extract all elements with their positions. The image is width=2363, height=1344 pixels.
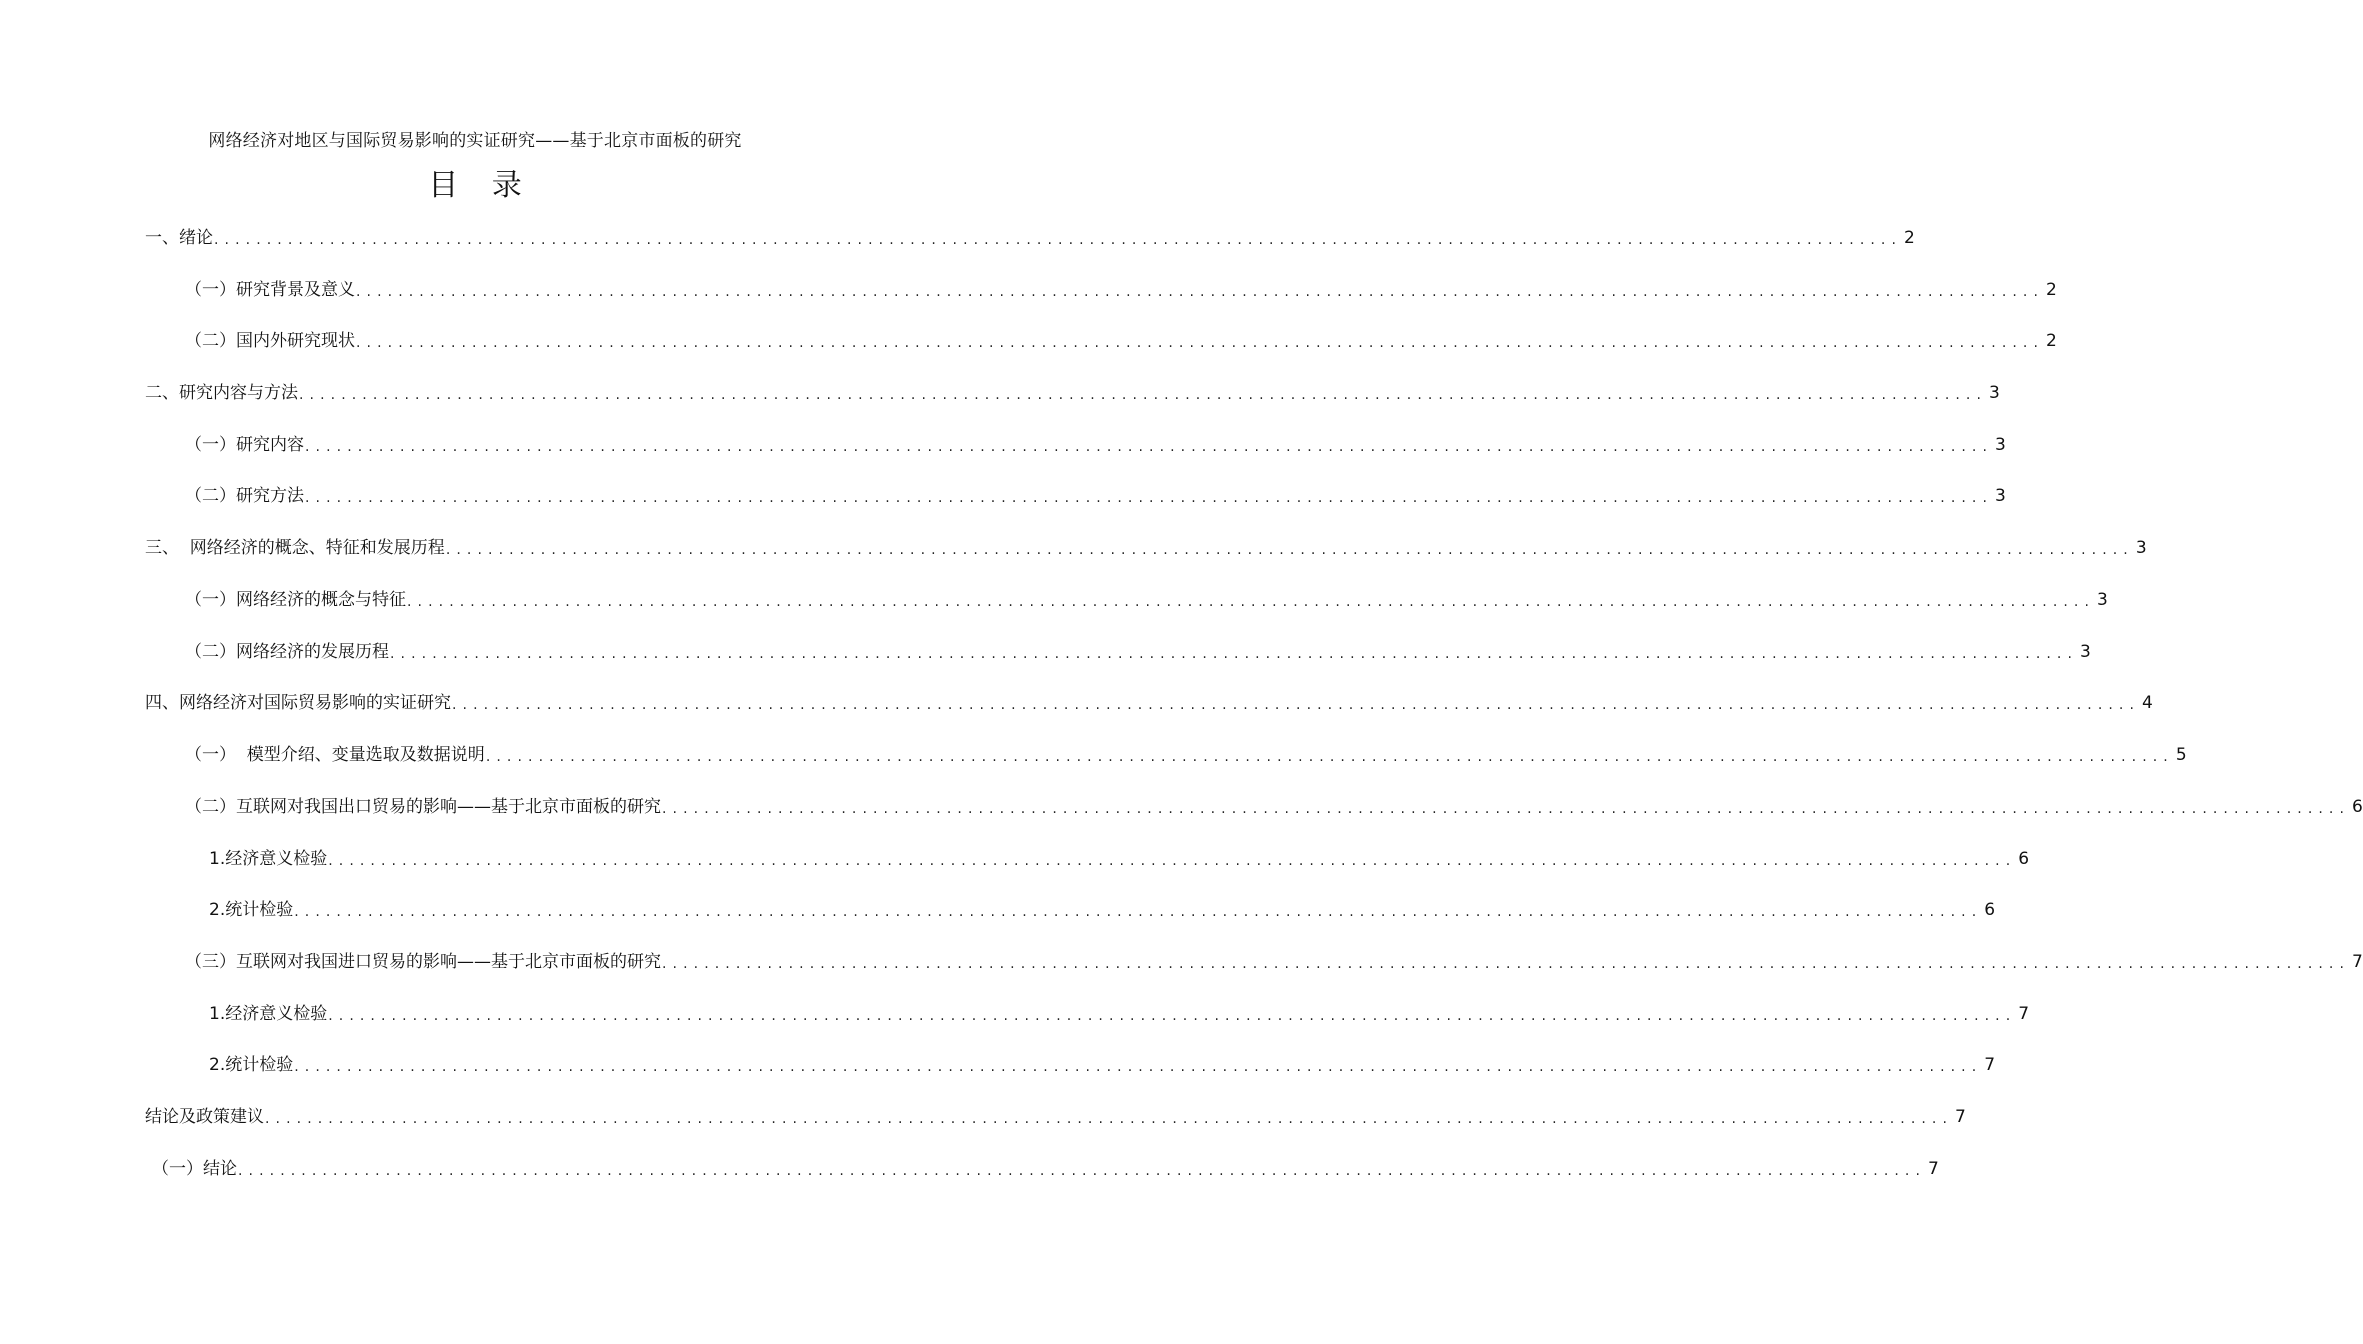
toc-entry-page: 7 <box>1928 1159 1939 1179</box>
dot-leader: ................................................................................................................................................................ <box>445 542 2134 558</box>
dot-leader: ................................................................................................................................................................ <box>356 284 2045 300</box>
toc-entry[interactable] <box>145 1102 1966 1132</box>
toc-entry-label: 1.经济意义检验 <box>209 1004 328 1024</box>
dot-leader: ................................................................................................................................................................ <box>294 904 1983 920</box>
toc-entry[interactable] <box>185 637 2091 667</box>
toc-entry-page: 3 <box>2135 538 2147 558</box>
dot-leader: ................................................................................................................................................................ <box>407 594 2096 610</box>
toc-entry-page: 3 <box>2097 590 2108 610</box>
document-title: 网络经济对地区与国际贸易影响的实证研究——基于北京市面板的研究 <box>208 131 742 151</box>
toc-entry[interactable] <box>209 1050 1996 1080</box>
toc-entry-label: （二）互联网对我国出口贸易的影响——基于北京市面板的研究 <box>185 797 661 817</box>
toc-entry-page: 7 <box>1955 1107 1966 1127</box>
dot-leader: ................................................................................................................................................................ <box>662 956 2351 972</box>
toc-entry-label: 2.统计检验 <box>209 900 294 920</box>
toc-entry[interactable] <box>185 740 2187 770</box>
toc-entry-label: （三）互联网对我国进口贸易的影响——基于北京市面板的研究 <box>185 952 661 972</box>
toc-entry-label: （一）研究背景及意义 <box>185 280 355 300</box>
dot-leader: ................................................................................................................................................................ <box>356 335 2045 351</box>
toc-entry-label: 一、绪论 <box>145 228 213 248</box>
toc-entry-page: 6 <box>2018 849 2030 869</box>
toc-entry-page: 3 <box>1989 383 2000 403</box>
dot-leader: ................................................................................................................................................................ <box>452 697 2141 713</box>
toc-entry[interactable] <box>145 223 1915 253</box>
toc-entry[interactable] <box>209 895 1996 925</box>
toc-entry[interactable] <box>185 430 2006 460</box>
toc-heading: 目 录 <box>428 168 534 203</box>
dot-leader: ................................................................................................................................................................ <box>305 490 1994 506</box>
toc-entry[interactable] <box>209 844 2030 874</box>
dot-leader: ................................................................................................................................................................ <box>238 1163 1927 1179</box>
toc-entry-label: （一） 模型介绍、变量选取及数据说明 <box>185 745 485 765</box>
toc-entry[interactable] <box>185 947 2363 977</box>
dot-leader: ................................................................................................................................................................ <box>294 1059 1983 1075</box>
toc-entry-label: 2.统计检验 <box>209 1055 294 1075</box>
dot-leader: ................................................................................................................................................................ <box>328 853 2017 869</box>
toc-entry-label: （一）网络经济的概念与特征 <box>185 590 406 610</box>
toc-entry-label: （一）研究内容 <box>185 435 304 455</box>
toc-entry-page: 2 <box>2046 280 2057 300</box>
toc-entry[interactable] <box>185 275 2057 305</box>
toc-entry[interactable] <box>185 326 2057 356</box>
dot-leader: ................................................................................................................................................................ <box>485 749 2174 765</box>
toc-entry-page: 6 <box>1984 900 1996 920</box>
toc-entry-label: （二）研究方法 <box>185 486 304 506</box>
toc-entry-page: 3 <box>1995 486 2006 506</box>
toc-entry[interactable] <box>185 792 2363 822</box>
toc-entry[interactable] <box>145 378 2000 408</box>
toc-entry-label: 结论及政策建议 <box>145 1107 264 1127</box>
toc-entry-page: 2 <box>2046 331 2057 351</box>
toc-entry-page: 7 <box>2352 952 2363 972</box>
toc-entry[interactable] <box>145 533 2147 563</box>
dot-leader: ................................................................................................................................................................ <box>390 646 2079 662</box>
dot-leader: ................................................................................................................................................................ <box>662 801 2351 817</box>
dot-leader: ................................................................................................................................................................ <box>214 232 1903 248</box>
toc-entry-label: （二）国内外研究现状 <box>185 331 355 351</box>
toc-entry-page: 3 <box>2080 642 2091 662</box>
toc-entry-page: 2 <box>1904 228 1915 248</box>
toc-entry-label: 三、 网络经济的概念、特征和发展历程 <box>145 538 445 558</box>
toc-entry[interactable] <box>185 481 2006 511</box>
toc-entry-label: （一）结论 <box>152 1159 237 1179</box>
toc-entry[interactable] <box>152 1154 1939 1184</box>
toc-entry-page: 3 <box>1995 435 2006 455</box>
toc-entry-label: （二）网络经济的发展历程 <box>185 642 389 662</box>
dot-leader: ................................................................................................................................................................ <box>265 1111 1954 1127</box>
toc-entry-label: 1.经济意义检验 <box>209 849 328 869</box>
toc-entry-page: 6 <box>2352 797 2363 817</box>
toc-entry-page: 7 <box>1984 1055 1996 1075</box>
dot-leader: ................................................................................................................................................................ <box>305 439 1994 455</box>
toc-entry-page: 5 <box>2175 745 2187 765</box>
toc-entry[interactable] <box>209 999 2030 1029</box>
dot-leader: ................................................................................................................................................................ <box>328 1008 2017 1024</box>
dot-leader: ................................................................................................................................................................ <box>299 387 1988 403</box>
toc-entry[interactable] <box>145 688 2153 718</box>
toc-entry[interactable] <box>185 585 2108 615</box>
toc-entry-label: 二、研究内容与方法 <box>145 383 298 403</box>
toc-entry-page: 4 <box>2142 693 2153 713</box>
toc-entry-label: 四、网络经济对国际贸易影响的实证研究 <box>145 693 451 713</box>
toc-entry-page: 7 <box>2018 1004 2030 1024</box>
